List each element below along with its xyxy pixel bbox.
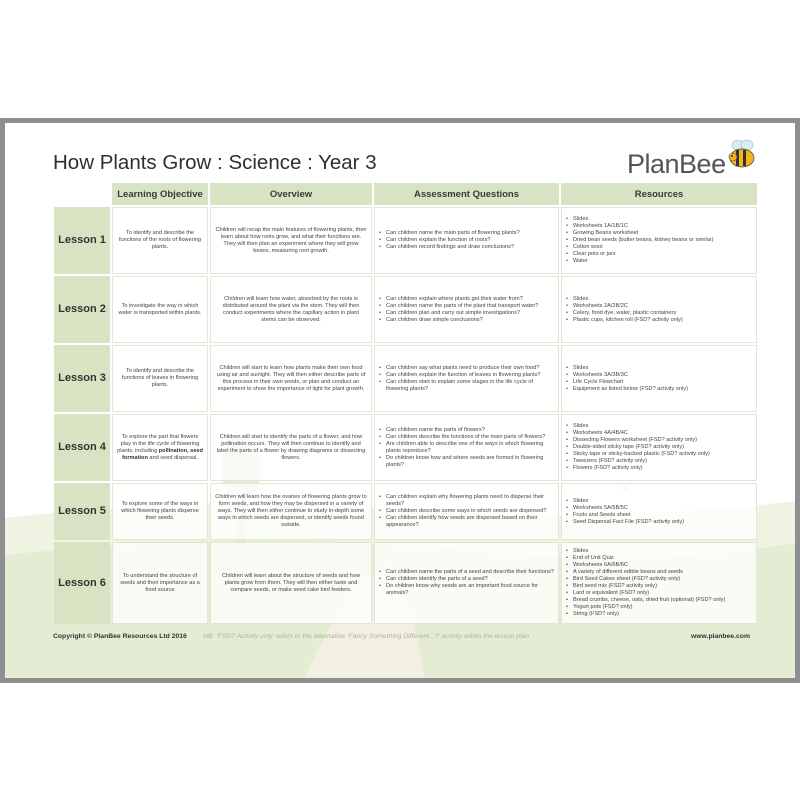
header-corner	[54, 183, 110, 205]
page-title: How Plants Grow : Science : Year 3	[53, 151, 377, 174]
assessment-questions	[374, 414, 559, 481]
resources	[561, 207, 757, 274]
resource-item: • Worksheets 1A/1B/1C	[566, 223, 752, 230]
resource-item: • Worksheets 5A/5B/5C	[566, 505, 752, 512]
resource-item: • Tweezers (FSD? activity only)	[566, 458, 752, 465]
learning-objective: To explore some of the ways in which flowering plants disperse their seeds.	[112, 483, 208, 540]
question-item: • Do children know how and where seeds are formed in flowering plants?	[379, 455, 554, 469]
question-item: • Can children name the parts of flowers?	[379, 427, 554, 434]
learning-objective: To investigate the way in which water is transported within plants.	[112, 276, 208, 343]
table-row	[54, 345, 757, 412]
table-header-row	[54, 183, 757, 205]
resource-item: • Growing Beans worksheet	[566, 230, 752, 237]
question-item: • Can children name the main parts of flowering plants?	[379, 230, 554, 237]
resource-item: • Fruits and Seeds sheet	[566, 512, 752, 519]
overview: Children will learn how the ovaries of flowering plants grow to form seeds, and how they may be dispersed in a variety of ways. They will then either continue to study in-depth some ways in which seeds are dispersed, or identify seeds found outside.	[210, 483, 372, 540]
overview: Children will learn about the structure of seeds and how plants grow from them. They will then either taste and compare seeds, or make seed cake bird feeders.	[210, 542, 372, 624]
question-item: • Can children record findings and draw conclusions?	[379, 244, 554, 251]
resource-item: • Slides	[566, 216, 752, 223]
resource-item: • Slides	[566, 296, 752, 303]
header-learning-objective: Learning Objective	[112, 183, 208, 205]
lesson-label: Lesson 6	[54, 542, 110, 624]
header-assessment-questions: Assessment Questions	[374, 183, 559, 205]
resource-item: • Celery, food dye, water, plastic containers	[566, 310, 752, 317]
resources	[561, 345, 757, 412]
resource-item: • Cotton wool	[566, 244, 752, 251]
resource-item: • Slides	[566, 365, 752, 372]
resource-item: • A variety of different edible beans and seeds	[566, 569, 752, 576]
question-item: • Can children describe some ways in which seeds are dispersed?	[379, 508, 554, 515]
resource-item: • Life Cycle Flowchart	[566, 379, 752, 386]
resource-item: • Double-sided sticky tape (FSD? activity only)	[566, 444, 752, 451]
resource-item: • Bird Seed Cakes sheet (FSD? activity only)	[566, 576, 752, 583]
question-item: • Can children explain the function of leaves in flowering plants?	[379, 372, 554, 379]
resource-item: • Bird seed mix (FSD? activity only)	[566, 583, 752, 590]
objective-text: To explore the part that flowers play in the life cycle of flowering plants, including	[117, 433, 200, 454]
resource-item: • Slides	[566, 548, 752, 555]
question-item: • Can children explain the function of roots?	[379, 237, 554, 244]
planbee-logo	[627, 145, 757, 185]
resource-item: • Yogurt pots (FSD? only)	[566, 604, 752, 611]
question-item: • Can children identify the parts of a seed?	[379, 576, 554, 583]
table-row	[54, 542, 757, 624]
lesson-plan-sheet	[5, 123, 795, 678]
resource-item: • Worksheets 2A/2B/2C	[566, 303, 752, 310]
resource-item: • End of Unit Quiz	[566, 555, 752, 562]
question-item: • Can children explain where plants get their water from?	[379, 296, 554, 303]
lesson-label: Lesson 1	[54, 207, 110, 274]
question-item: • Can children start to explain some stages in the life cycle of flowering plants?	[379, 379, 554, 393]
fsd-note: NB: ‘FSD? Activity only’ refers to the alternative ‘Fancy Something Different...?’ activity within the lesson plan	[203, 633, 530, 640]
resource-item: • Slides	[566, 498, 752, 505]
assessment-questions	[374, 483, 559, 540]
assessment-questions	[374, 207, 559, 274]
assessment-questions	[374, 345, 559, 412]
table-row	[54, 414, 757, 481]
table-row	[54, 276, 757, 343]
objective-text: and seed dispersal.	[147, 454, 198, 461]
footer	[53, 631, 750, 645]
objective-keywords: pollination, seed formation	[122, 447, 203, 461]
question-item: • Can children say what plants need to produce their own food?	[379, 365, 554, 372]
resource-item: • Lard or equivalent (FSD? only)	[566, 590, 752, 597]
lesson-label: Lesson 3	[54, 345, 110, 412]
question-item: • Can children identify how seeds are dispersed based on their appearance?	[379, 515, 554, 529]
table-row	[54, 483, 757, 540]
resource-item: • Worksheets 6A/6B/6C	[566, 562, 752, 569]
logo-text: PlanBee	[627, 149, 726, 179]
assessment-questions	[374, 542, 559, 624]
lesson-plan-table	[52, 181, 759, 626]
question-item: • Can children explain why flowering plants need to disperse their seeds?	[379, 494, 554, 508]
resource-item: • Clear pots or jars	[566, 251, 752, 258]
learning-objective	[112, 414, 208, 481]
question-item: • Can children draw simple conclusions?	[379, 317, 554, 324]
resource-item: • Plastic cups, kitchen roll (FSD? activity only)	[566, 317, 752, 324]
overview: Children will learn how water, absorbed by the roots is distributed around the plant via the stem. They will then conduct experiments where the capillary action in plant stems can be observed.	[210, 276, 372, 343]
question-item: • Are children able to describe one of the ways in which flowering plants reproduce?	[379, 441, 554, 455]
resources	[561, 542, 757, 624]
learning-objective: To identify and describe the functions of leaves in flowering plants.	[112, 345, 208, 412]
assessment-questions	[374, 276, 559, 343]
resource-item: • Slides	[566, 423, 752, 430]
lesson-label: Lesson 2	[54, 276, 110, 343]
header-overview: Overview	[210, 183, 372, 205]
resource-item: • Dried bean seeds (butter beans, kidney beans or similar)	[566, 237, 752, 244]
resource-item: • Bread crumbs, cheese, oats, dried fruit (optional) (FSD? only)	[566, 597, 752, 604]
resource-item: • Dissecting Flowers worksheet (FSD? activity only)	[566, 437, 752, 444]
resource-item: • Water	[566, 258, 752, 265]
question-item: • Can children plan and carry out simple investigations?	[379, 310, 554, 317]
copyright: Copyright © PlanBee Resources Ltd 2016	[53, 633, 187, 640]
resource-item: • String (FSD? only)	[566, 611, 752, 618]
question-item: • Can children describe the functions of the main parts of flowers?	[379, 434, 554, 441]
overview: Children will recap the main features of flowering plants, then learn about how roots grow, and what their functions are. They will then plan an experiment where they will grow beans, measuring root growth.	[210, 207, 372, 274]
bee-icon	[725, 139, 759, 171]
resource-item: • Sticky tape or sticky-backed plastic (FSD? activity only)	[566, 451, 752, 458]
question-item: • Do children know why seeds are an important food source for animals?	[379, 583, 554, 597]
resources	[561, 276, 757, 343]
question-item: • Can children name the parts of a seed and describe their functions?	[379, 569, 554, 576]
resource-item: • Seed Dispersal Fact File (FSD? activity only)	[566, 519, 752, 526]
resource-item: • Worksheets 4A/4B/4C	[566, 430, 752, 437]
question-item: • Can children name the parts of the plant that transport water?	[379, 303, 554, 310]
resource-item: • Equipment as listed below (FSD? activity only)	[566, 386, 752, 393]
resources	[561, 414, 757, 481]
learning-objective: To understand the structure of seeds and their importance as a food source	[112, 542, 208, 624]
resource-item: • Worksheets 3A/3B/3C	[566, 372, 752, 379]
resources	[561, 483, 757, 540]
overview: Children will start to learn how plants make their own food using air and sunlight. They will then either describe parts of this process in their own words, or plan and conduct an experiment to show the importance of light for plant growth.	[210, 345, 372, 412]
overview: Children will start to identify the parts of a flower, and how pollination occurs. They will then continue to identify and label the parts of a flower by drawing diagrams or dissecting flowers.	[210, 414, 372, 481]
lesson-label: Lesson 4	[54, 414, 110, 481]
lesson-label: Lesson 5	[54, 483, 110, 540]
website-link[interactable]: www.planbee.com	[690, 633, 750, 640]
table-row	[54, 207, 757, 274]
learning-objective: To identify and describe the functions of the roots of flowering plants.	[112, 207, 208, 274]
resource-item: • Flowers (FSD? activity only)	[566, 465, 752, 472]
header-resources: Resources	[561, 183, 757, 205]
